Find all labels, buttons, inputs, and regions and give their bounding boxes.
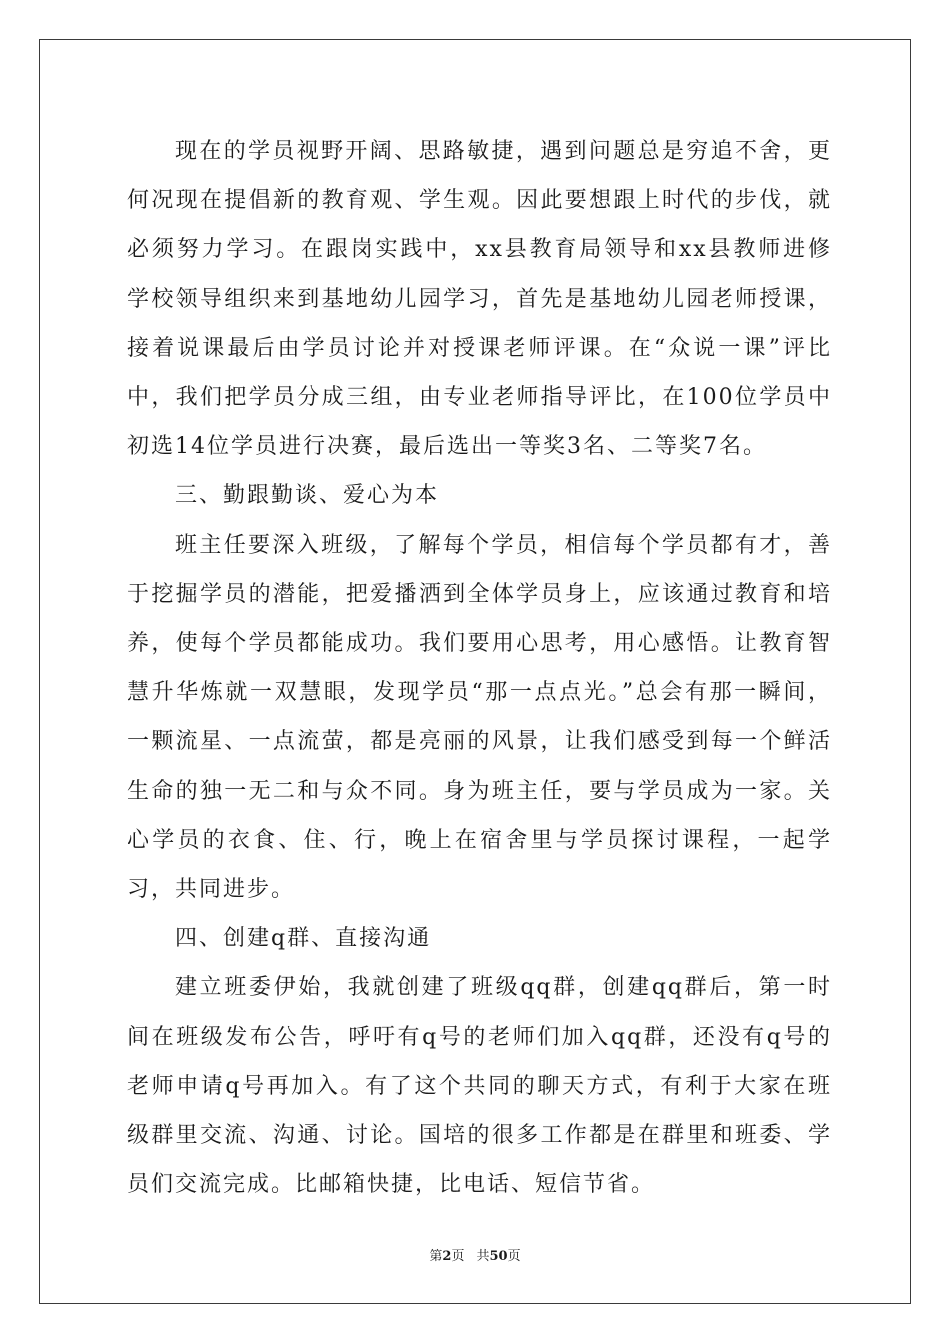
- total-prefix: 共: [476, 1249, 490, 1264]
- total-suffix: 页: [507, 1249, 521, 1264]
- paragraph-qq-group: 建立班委伊始，我就创建了班级qq群，创建qq群后，第一时间在班级发布公告，呼吁有q号的老师们加入qq群，还没有q号的老师申请q号再加入。有了这个共同的聊天方式，有利于大家在班级群里交流、沟通、讨论。国培的很多工作都是在群里和班委、学员们交流完成。比邮箱快捷，比电话、短信节省。: [127, 975, 832, 1198]
- page-footer: [0, 1248, 950, 1266]
- section-heading-three: 三、勤跟勤谈、爱心为本: [175, 483, 440, 509]
- section-heading-four: 四、创建q群、直接沟通: [175, 926, 432, 952]
- paragraph-care: 班主任要深入班级，了解每个学员，相信每个学员都有才，善于挖掘学员的潜能，把爱播洒到全体学员身上，应该通过教育和培养，使每个学员都能成功。我们要用心思考，用心感悟。让教育智慧升华炼就一双慧眼，发现学员“那一点点光。”总会有那一瞬间，一颗流星、一点流萤，都是亮丽的风景，让我们感受到每一个鲜活生命的独一无二和与众不同。身为班主任，要与学员成为一家。关心学员的衣食、住、行，晚上在宿舍里与学员探讨课程，一起学习，共同进步。: [127, 532, 832, 903]
- paragraph-study: 现在的学员视野开阔、思路敏捷，遇到问题总是穷追不舍，更何况现在提倡新的教育观、学生观。因此要想跟上时代的步伐，就必须努力学习。在跟岗实践中，xx县教育局领导和xx县教师进修学校领导组织来到基地幼儿园学习，首先是基地幼儿园老师授课，接着说课最后由学员讨论并对授课老师评课。在“众说一课”评比中，我们把学员分成三组，由专业老师指导评比，在100位学员中初选14位学员进行决赛，最后选出一等奖3名、二等奖7名。: [127, 139, 832, 460]
- total-pages: 50: [489, 1249, 508, 1264]
- page-prefix: 第: [429, 1249, 443, 1264]
- page-number: 2: [442, 1249, 452, 1264]
- page-suffix: 页: [451, 1249, 465, 1264]
- document-body: [127, 127, 832, 1209]
